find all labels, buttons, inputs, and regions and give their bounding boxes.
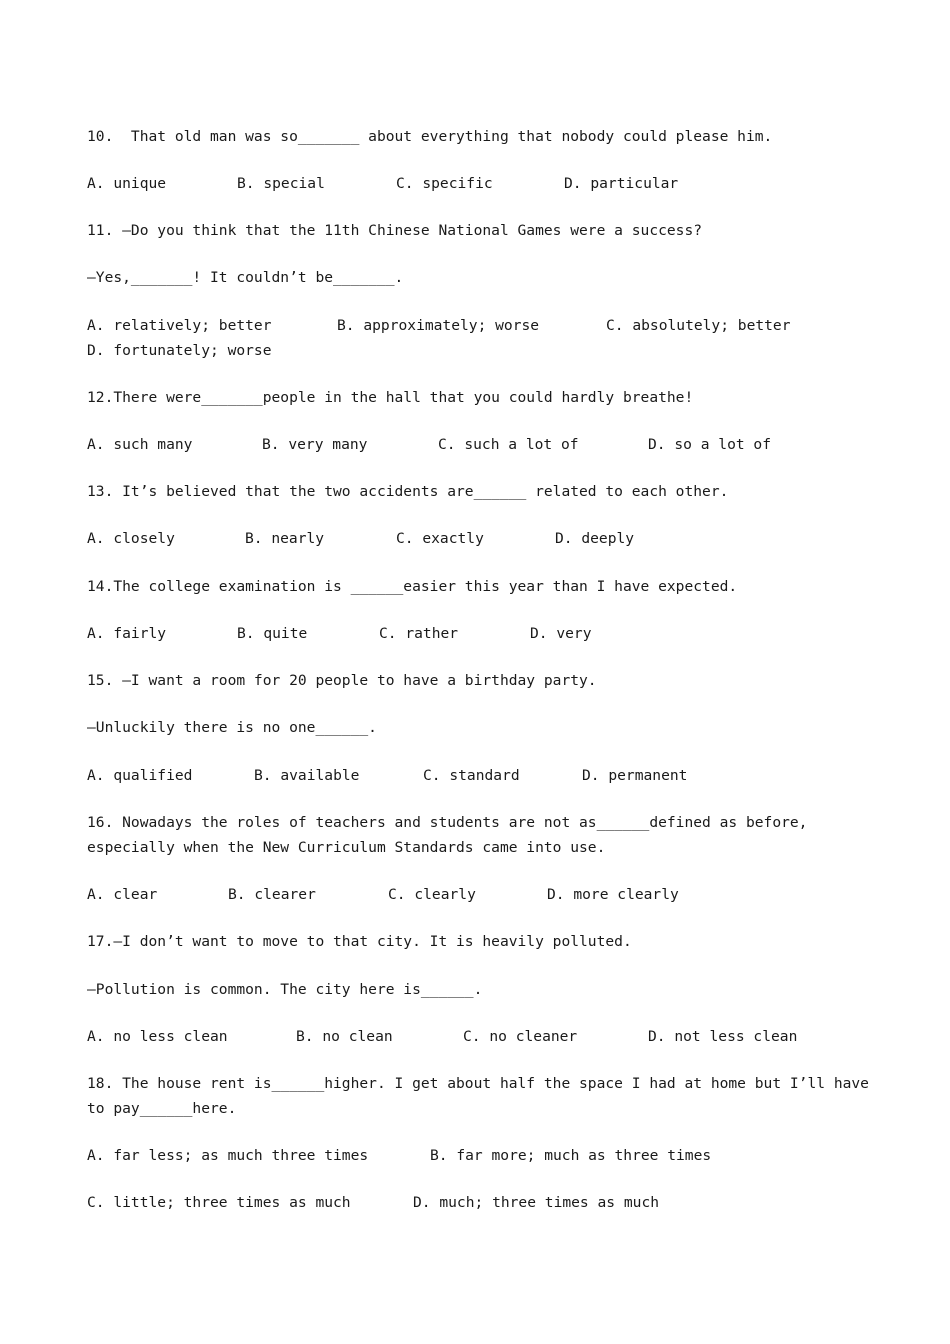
- q11-option-c[interactable]: C. absolutely; better: [606, 317, 791, 334]
- q17-option-d[interactable]: D. not less clean: [648, 1028, 798, 1045]
- question-17-stem-line-2: —Pollution is common. The city here is______.: [87, 981, 483, 998]
- q15-option-a[interactable]: A. qualified: [87, 767, 193, 784]
- q11-option-b[interactable]: B. approximately; worse: [337, 317, 540, 334]
- question-18-stem: 18. The house rent is______higher. I get about half the space I had at home but I’ll have: [87, 1075, 869, 1092]
- q16-option-a[interactable]: A. clear: [87, 886, 158, 903]
- q13-option-d[interactable]: D. deeply: [555, 530, 635, 547]
- q17-option-b[interactable]: B. no clean: [296, 1028, 393, 1045]
- q10-option-d[interactable]: D. particular: [564, 175, 679, 192]
- q11-option-a[interactable]: A. relatively; better: [87, 317, 272, 334]
- q14-option-d[interactable]: D. very: [530, 625, 592, 642]
- q17-option-c[interactable]: C. no cleaner: [463, 1028, 578, 1045]
- question-16-stem: 16. Nowadays the roles of teachers and students are not as______defined as before,: [87, 814, 808, 831]
- q15-option-d[interactable]: D. permanent: [582, 767, 688, 784]
- q15-option-c[interactable]: C. standard: [423, 767, 520, 784]
- q16-option-d[interactable]: D. more clearly: [547, 886, 679, 903]
- q14-option-a[interactable]: A. fairly: [87, 625, 167, 642]
- q10-option-c[interactable]: C. specific: [396, 175, 493, 192]
- q14-option-b[interactable]: B. quite: [237, 625, 308, 642]
- q13-option-c[interactable]: C. exactly: [396, 530, 484, 547]
- q12-option-a[interactable]: A. such many: [87, 436, 193, 453]
- q13-option-a[interactable]: A. closely: [87, 530, 175, 547]
- q12-option-c[interactable]: C. such a lot of: [438, 436, 579, 453]
- q16-option-c[interactable]: C. clearly: [388, 886, 476, 903]
- q18-option-c[interactable]: C. little; three times as much: [87, 1194, 351, 1211]
- question-16-stem-line-2: especially when the New Curriculum Standards came into use.: [87, 839, 606, 856]
- q10-option-a[interactable]: A. unique: [87, 175, 167, 192]
- q18-option-d[interactable]: D. much; three times as much: [413, 1194, 660, 1211]
- question-17-stem: 17.—I don’t want to move to that city. It is heavily polluted.: [87, 933, 632, 950]
- q18-option-b[interactable]: B. far more; much as three times: [430, 1147, 712, 1164]
- q14-option-c[interactable]: C. rather: [379, 625, 459, 642]
- question-13-stem: 13. It’s believed that the two accidents are______ related to each other.: [87, 483, 729, 500]
- question-12-stem: 12.There were_______people in the hall that you could hardly breathe!: [87, 389, 694, 406]
- question-18-stem-line-2: to pay______here.: [87, 1100, 237, 1117]
- q18-option-a[interactable]: A. far less; as much three times: [87, 1147, 369, 1164]
- q11-option-d[interactable]: D. fortunately; worse: [87, 342, 272, 359]
- q13-option-b[interactable]: B. nearly: [245, 530, 325, 547]
- q17-option-a[interactable]: A. no less clean: [87, 1028, 228, 1045]
- q16-option-b[interactable]: B. clearer: [228, 886, 316, 903]
- question-11-stem: 11. —Do you think that the 11th Chinese National Games were a success?: [87, 222, 703, 239]
- q12-option-b[interactable]: B. very many: [262, 436, 368, 453]
- q10-option-b[interactable]: B. special: [237, 175, 325, 192]
- question-15-stem-line-2: —Unluckily there is no one______.: [87, 719, 377, 736]
- q12-option-d[interactable]: D. so a lot of: [648, 436, 772, 453]
- question-11-stem-line-2: —Yes,_______! It couldn’t be_______.: [87, 269, 404, 286]
- question-14-stem: 14.The college examination is ______easier this year than I have expected.: [87, 578, 738, 595]
- question-15-stem: 15. —I want a room for 20 people to have a birthday party.: [87, 672, 597, 689]
- question-10-stem: 10. That old man was so_______ about everything that nobody could please him.: [87, 128, 773, 145]
- q15-option-b[interactable]: B. available: [254, 767, 360, 784]
